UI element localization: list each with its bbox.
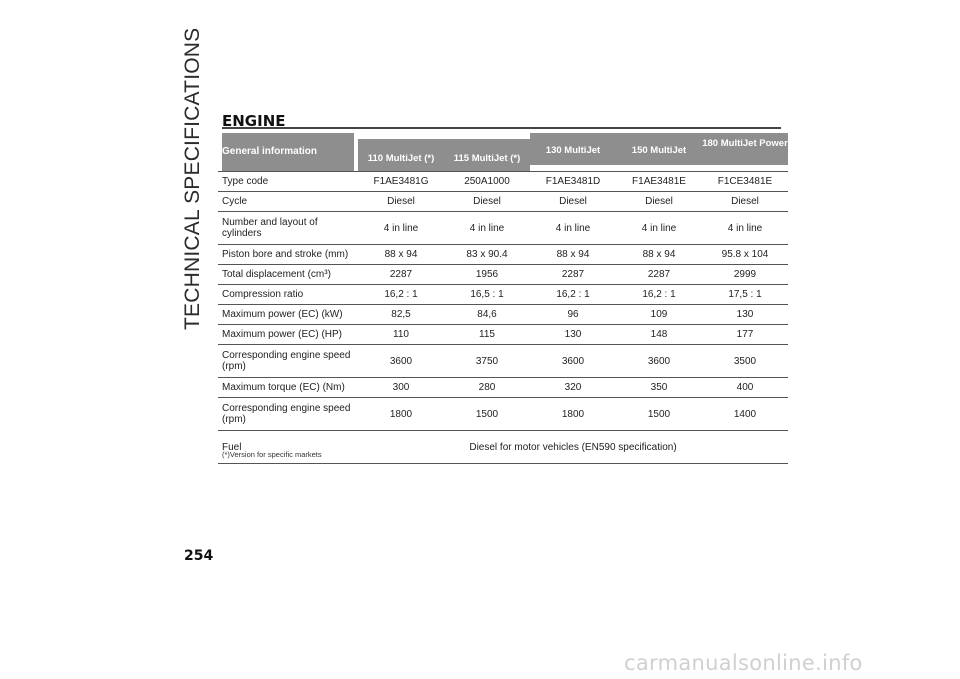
table-cell: 3500 xyxy=(702,345,788,378)
row-label: Total displacement (cm³) xyxy=(218,265,358,285)
table-cell: 17,5 : 1 xyxy=(702,285,788,305)
table-cell: 2287 xyxy=(358,265,444,285)
table-cell: 1800 xyxy=(358,398,444,431)
table-cell: 1500 xyxy=(444,398,530,431)
column-header-label: 150 MultiJet xyxy=(616,133,702,165)
table-cell: 110 xyxy=(358,325,444,345)
header-130-multijet xyxy=(530,133,616,172)
table-cell: Diesel xyxy=(702,192,788,212)
header-150-multijet xyxy=(616,133,702,172)
column-header-label: 130 MultiJet xyxy=(530,133,616,165)
table-cell: 16,2 : 1 xyxy=(530,285,616,305)
table-row xyxy=(218,172,788,192)
table-cell: F1AE3481E xyxy=(616,172,702,192)
table-cell: F1AE3481G xyxy=(358,172,444,192)
table-cell: Diesel xyxy=(358,192,444,212)
table-cell: 88 x 94 xyxy=(616,245,702,265)
table-cell: 1800 xyxy=(530,398,616,431)
table-cell: 115 xyxy=(444,325,530,345)
header-110-multijet xyxy=(358,133,444,172)
header-general-information xyxy=(218,133,358,172)
fuel-value-cell: Diesel for motor vehicles (EN590 specification) xyxy=(358,431,788,464)
table-cell: 2287 xyxy=(616,265,702,285)
row-label: Maximum power (EC) (kW) xyxy=(218,305,358,325)
section-side-title: TECHNICAL SPECIFICATIONS xyxy=(181,27,204,330)
table-cell: 16,5 : 1 xyxy=(444,285,530,305)
header-115-multijet xyxy=(444,133,530,172)
table-cell: 83 x 90.4 xyxy=(444,245,530,265)
table-cell: 1400 xyxy=(702,398,788,431)
row-label: Corresponding engine speed (rpm) xyxy=(218,398,358,431)
table-cell: Diesel xyxy=(616,192,702,212)
table-cell: 4 in line xyxy=(358,212,444,245)
page-title: ENGINE xyxy=(222,112,286,130)
table-cell: 3750 xyxy=(444,345,530,378)
footnote: (*)Version for specific markets xyxy=(222,450,322,459)
table-cell: 2287 xyxy=(530,265,616,285)
table-row xyxy=(218,212,788,245)
table-cell: 88 x 94 xyxy=(358,245,444,265)
row-label: Fuel xyxy=(218,431,358,464)
table-cell: Diesel xyxy=(444,192,530,212)
table-cell: F1CE3481E xyxy=(702,172,788,192)
table-cell: 3600 xyxy=(358,345,444,378)
table-cell: 130 xyxy=(702,305,788,325)
engine-spec-table xyxy=(218,133,788,464)
table-cell: 4 in line xyxy=(530,212,616,245)
table-row xyxy=(218,192,788,212)
table-cell: 400 xyxy=(702,378,788,398)
table-cell: 4 in line xyxy=(702,212,788,245)
column-header-label: 115 MultiJet (*) xyxy=(444,139,530,171)
table-row xyxy=(218,265,788,285)
row-label: Number and layout of cylinders xyxy=(218,212,358,245)
table-cell: 177 xyxy=(702,325,788,345)
row-label: Maximum power (EC) (HP) xyxy=(218,325,358,345)
table-cell: 95.8 x 104 xyxy=(702,245,788,265)
row-label: Cycle xyxy=(218,192,358,212)
table-cell: 88 x 94 xyxy=(530,245,616,265)
table-row xyxy=(218,245,788,265)
table-cell: 250A1000 xyxy=(444,172,530,192)
row-label: Corresponding engine speed (rpm) xyxy=(218,345,358,378)
table-cell: 320 xyxy=(530,378,616,398)
table-cell: 96 xyxy=(530,305,616,325)
table-cell: 3600 xyxy=(530,345,616,378)
column-header-label: 110 MultiJet (*) xyxy=(358,139,444,171)
table-cell: 2999 xyxy=(702,265,788,285)
table-row xyxy=(218,398,788,431)
column-header-label: 180 MultiJet Power xyxy=(702,133,788,165)
row-label: Maximum torque (EC) (Nm) xyxy=(218,378,358,398)
row-label: Compression ratio xyxy=(218,285,358,305)
table-cell: 16,2 : 1 xyxy=(358,285,444,305)
table-cell: 3600 xyxy=(616,345,702,378)
table-cell: 4 in line xyxy=(616,212,702,245)
table-cell: 109 xyxy=(616,305,702,325)
table-row xyxy=(218,305,788,325)
table-cell: 350 xyxy=(616,378,702,398)
page-number: 254 xyxy=(184,548,214,564)
table-cell: Diesel xyxy=(530,192,616,212)
table-row xyxy=(218,325,788,345)
row-label: Piston bore and stroke (mm) xyxy=(218,245,358,265)
table-cell: 148 xyxy=(616,325,702,345)
table-row xyxy=(218,378,788,398)
table-row xyxy=(218,285,788,305)
table-cell: 4 in line xyxy=(444,212,530,245)
header-general-information-label: General information xyxy=(222,133,354,171)
table-cell: 16,2 : 1 xyxy=(616,285,702,305)
row-label: Type code xyxy=(218,172,358,192)
table-cell: 300 xyxy=(358,378,444,398)
watermark-text: carmanualsonline.info xyxy=(624,651,863,675)
table-cell: F1AE3481D xyxy=(530,172,616,192)
table-row xyxy=(218,345,788,378)
table-cell: 130 xyxy=(530,325,616,345)
table-cell: 84,6 xyxy=(444,305,530,325)
title-divider xyxy=(222,127,781,129)
table-cell: 280 xyxy=(444,378,530,398)
header-180-multijet-power xyxy=(702,133,788,172)
table-cell: 1500 xyxy=(616,398,702,431)
table-cell: 1956 xyxy=(444,265,530,285)
table-header-row xyxy=(218,133,788,172)
table-cell: 82,5 xyxy=(358,305,444,325)
